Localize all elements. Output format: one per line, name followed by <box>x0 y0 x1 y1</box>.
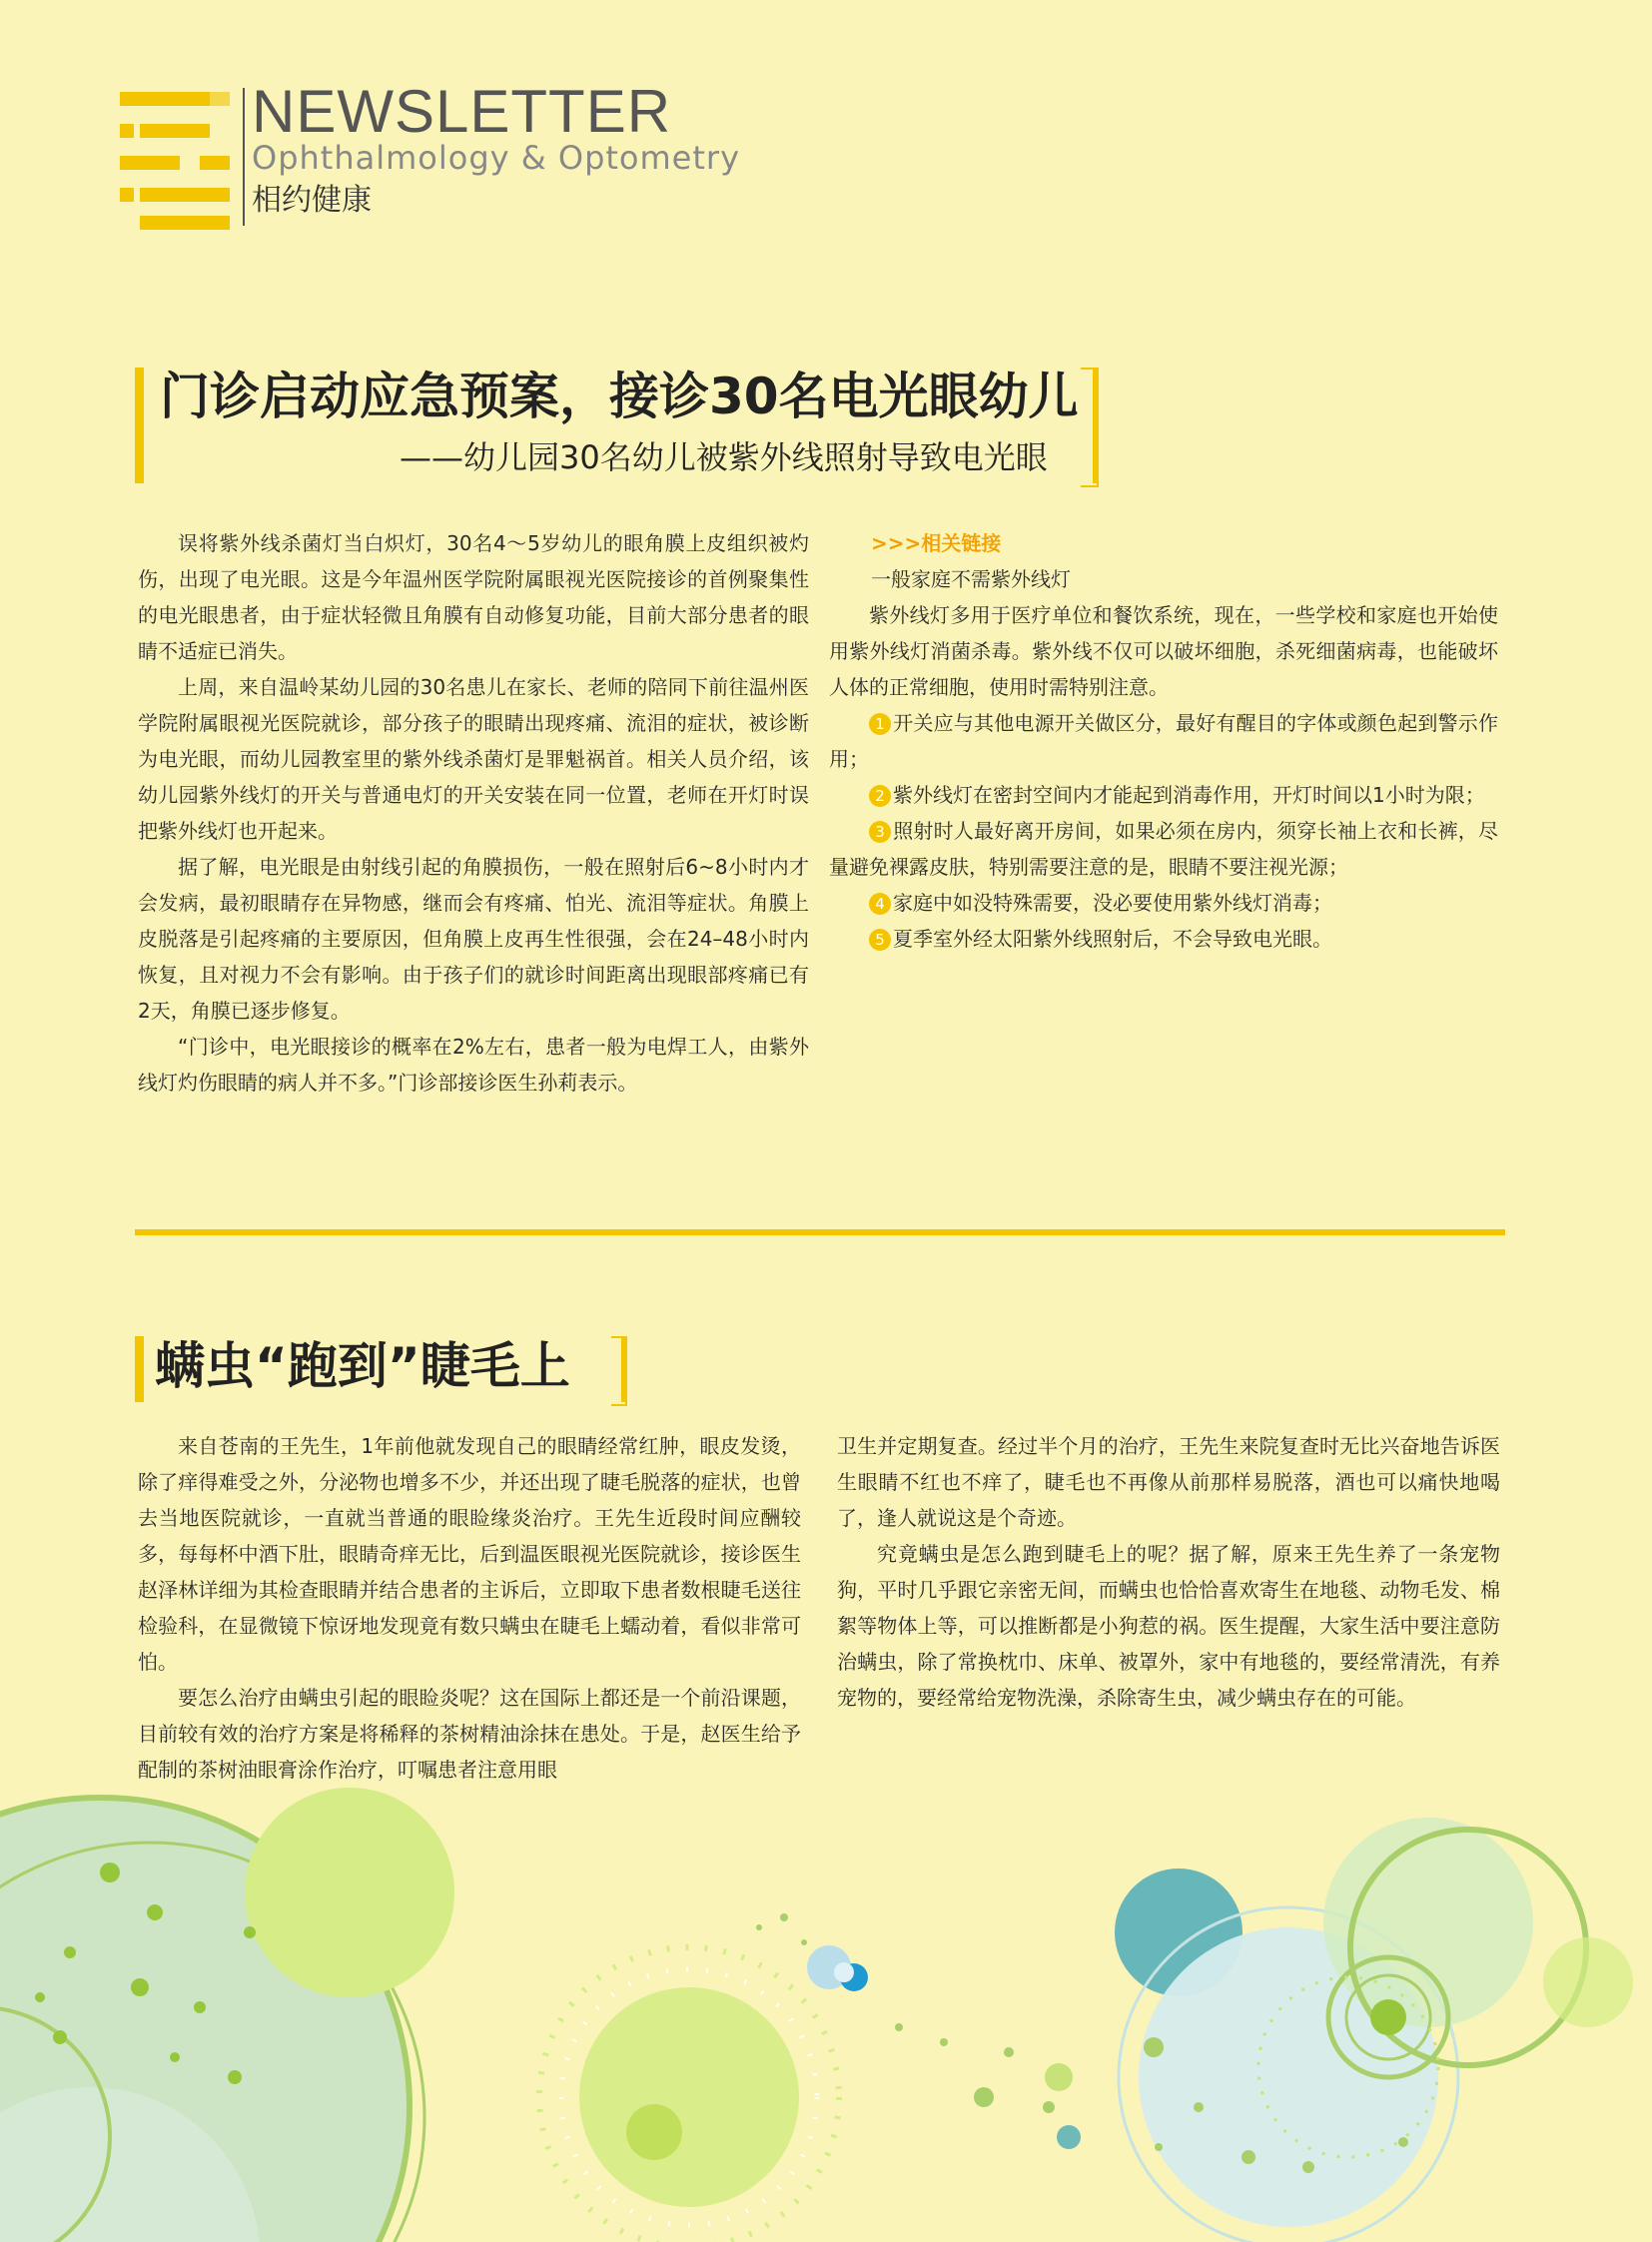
article1-paragraph: “门诊中，电光眼接诊的概率在2%左右，患者一般为电焊工人，由紫外线灯灼伤眼睛的病人并不多。”门诊部接诊医生孙莉表示。 <box>138 1035 809 1095</box>
article1-heading-bracket-inner <box>1093 368 1099 483</box>
tip-item <box>829 813 1498 885</box>
newsletter-logo <box>120 92 230 232</box>
tip-number-badge: 2 <box>869 785 891 807</box>
article1-paragraph: 误将紫外线杀菌灯当白炽灯，30名4～5岁幼儿的眼角膜上皮组织被灼伤，出现了电光眼。这是今年温州医学院附属眼视光医院接诊的首例聚集性的电光眼患者，由于症状轻微且角膜有自动修复功能，目前大部分患者的眼睛不适症已消失。 <box>138 531 809 663</box>
article2-paragraph: 究竟螨虫是怎么跑到睫毛上的呢？据了解，原来王先生养了一条宠物狗，平时几乎跟它亲密无间，而螨虫也恰恰喜欢寄生在地毯、动物毛发、棉絮等物体上等，可以推断都是小狗惹的祸。医生提醒，大家生活中要注意防治螨虫，除了常换枕巾、床单、被罩外，家中有地毯的，要经常清洗，有养宠物的，要经常给宠物洗澡，杀除寄生虫，减少螨虫存在的可能。 <box>837 1542 1500 1710</box>
tip-number-badge: 4 <box>869 893 891 915</box>
related-links-subheading: 一般家庭不需紫外线灯 <box>871 567 1071 591</box>
article2-paragraph: 卫生并定期复查。经过半个月的治疗，王先生来院复查时无比兴奋地告诉医生眼睛不红也不痒了，睫毛也不再像从前那样易脱落，酒也可以痛快地喝了，逢人就说这是个奇迹。 <box>837 1434 1500 1530</box>
article2-paragraph: 要怎么治疗由螨虫引起的眼睑炎呢？这在国际上都还是一个前沿课题，目前较有效的治疗方案是将稀释的茶树精油涂抹在患处。于是，赵医生给予配制的茶树油眼膏涂作治疗，叮嘱患者注意用眼 <box>138 1686 801 1782</box>
article1-paragraph: 上周，来自温岭某幼儿园的30名患儿在家长、老师的陪同下前往温州医学院附属眼视光医院就诊，部分孩子的眼睛出现疼痛、流泪的症状，被诊断为电光眼，而幼儿园教室里的紫外线杀菌灯是罪魁祸首。相关人员介绍，该幼儿园紫外线灯的开关与普通电灯的开关安装在同一位置，老师在开灯时误把紫外线灯也开起来。 <box>138 675 809 843</box>
article2-heading-bracket-inner <box>621 1336 626 1402</box>
article1-heading-bar <box>135 368 144 483</box>
tip-text: 紫外线灯在密封空间内才能起到消毒作用，开灯时间以1小时为限； <box>893 783 1485 807</box>
tip-number-badge: 1 <box>869 713 891 735</box>
masthead-title: NEWSLETTER <box>252 78 672 145</box>
tip-item <box>829 777 1498 813</box>
masthead-subtitle: Ophthalmology & Optometry <box>252 139 740 177</box>
section-divider <box>135 1229 1505 1235</box>
masthead-section: 相约健康 <box>252 183 372 218</box>
tip-text: 开关应与其他电源开关做区分，最好有醒目的字体或颜色起到警示作用； <box>829 711 1498 771</box>
related-links-sidebar <box>829 525 1498 957</box>
tip-text: 夏季室外经太阳紫外线照射后，不会导致电光眼。 <box>893 927 1332 951</box>
tip-number-badge: 5 <box>869 929 891 951</box>
tip-item <box>829 705 1498 777</box>
article2-paragraph: 来自苍南的王先生，1年前他就发现自己的眼睛经常红肿，眼皮发烫，除了痒得难受之外，分泌物也增多不少，并还出现了睫毛脱落的症状，也曾去当地医院就诊，一直就当普通的眼睑缘炎治疗。王先生近段时间应酬较多，每每杯中酒下肚，眼睛奇痒无比，后到温医眼视光医院就诊，接诊医生赵泽林详细为其检查眼睛并结合患者的主诉后，立即取下患者数根睫毛送往检验科，在显微镜下惊讶地发现竟有数只螨虫在睫毛上蠕动着，看似非常可怕。 <box>138 1434 801 1674</box>
related-links-heading: >>>相关链接 <box>871 531 1002 555</box>
related-links-intro: 紫外线灯多用于医疗单位和餐饮系统，现在，一些学校和家庭也开始使用紫外线灯消菌杀毒。紫外线不仅可以破坏细胞，杀死细菌病毒，也能破坏人体的正常细胞，使用时需特别注意。 <box>829 603 1498 699</box>
article2-heading-bar <box>135 1336 144 1402</box>
tip-item <box>829 921 1498 957</box>
tip-text: 家庭中如没特殊需要，没必要使用紫外线灯消毒； <box>893 891 1332 915</box>
article1-title: 门诊启动应急预案，接诊30名电光眼幼儿 <box>160 368 1079 425</box>
article1-paragraph: 据了解，电光眼是由射线引起的角膜损伤，一般在照射后6~8小时内才会发病，最初眼睛存在异物感，继而会有疼痛、怕光、流泪等症状。角膜上皮脱落是引起疼痛的主要原因，但角膜上皮再生性很强，会在24–48小时内恢复，且对视力不会有影响。由于孩子们的就诊时间距离出现眼部疼痛已有2天，角膜已逐步修复。 <box>138 855 809 1023</box>
tip-item <box>829 885 1498 921</box>
masthead-divider <box>243 88 245 226</box>
article1-subtitle: ——幼儿园30名幼儿被紫外线照射导致电光眼 <box>400 438 1048 476</box>
tip-text: 照射时人最好离开房间，如果必须在房内，须穿长袖上衣和长裤，尽量避免裸露皮肤，特别需要注意的是，眼睛不要注视光源； <box>829 819 1498 879</box>
article1-body <box>138 525 809 1101</box>
article2-column-left <box>138 1428 801 1788</box>
tip-number-badge: 3 <box>869 821 891 843</box>
article2-title: 螨虫“跑到”睫毛上 <box>155 1337 570 1395</box>
article2-column-right <box>837 1428 1500 1716</box>
